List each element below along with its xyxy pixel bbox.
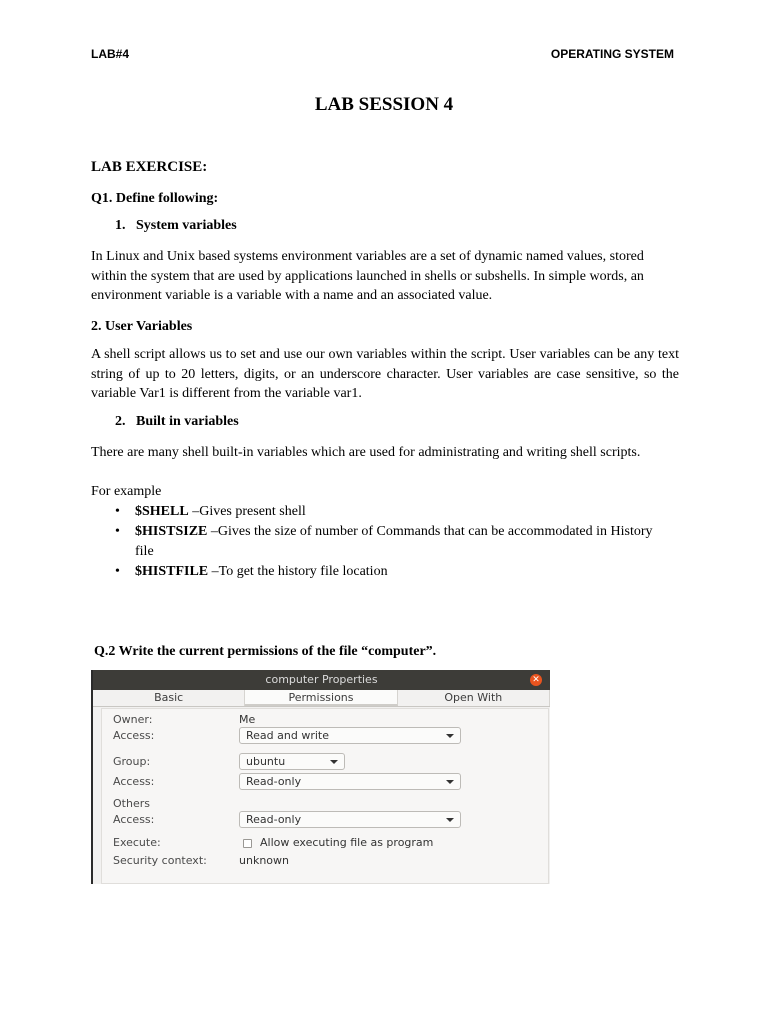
properties-dialog [91, 670, 550, 884]
variable-desc: –Gives present shell [188, 504, 306, 519]
builtin-variables-text: There are many shell built-in variables which are used for administrating and writing shell scripts. [91, 445, 641, 460]
list-item: • $SHELL –Gives present shell [115, 504, 306, 519]
owner-label: Owner: [113, 713, 153, 726]
others-label: Others [113, 797, 150, 810]
system-variables-number: 1. [115, 218, 126, 233]
builtin-variables-number: 2. [115, 414, 126, 429]
builtin-variables-list [113, 502, 673, 582]
user-variables-text: A shell script allows us to set and use our own variables within the script. User variables can be any text string of up to 20 letters, digits, or an underscore character. User variables are case sensitive, so the variable Var1 is different from the variable var1. [91, 347, 679, 401]
dialog-tabs [93, 690, 550, 707]
chevron-down-icon [446, 734, 454, 738]
permissions-panel [101, 708, 549, 884]
lab-exercise-heading: LAB EXERCISE: [91, 159, 208, 175]
page-title: LAB SESSION 4 [314, 94, 454, 115]
q1-heading: Q1. Define following: [91, 191, 219, 206]
others-access-label: Access: [113, 813, 155, 826]
system-variables-text: In Linux and Unix based systems environment variables are a set of dynamic named values, stored within the system that are used by applications launched in shells or subshells. In simple words, an environment variable is a variable with a name and an associated value. [91, 249, 644, 303]
chevron-down-icon [330, 760, 338, 764]
q2-heading: Q.2 Write the current permissions of the file “computer”. [94, 644, 437, 659]
others-access-select[interactable] [239, 811, 461, 828]
tab-basic[interactable]: Basic [93, 690, 245, 706]
builtin-variables-heading: Built in variables [136, 414, 239, 429]
others-access-value: Read-only [246, 813, 302, 826]
owner-access-value: Read and write [246, 729, 329, 742]
variable-name: $HISTSIZE [135, 524, 208, 539]
execute-label: Execute: [113, 836, 161, 849]
list-item: • $HISTSIZE –Gives the size of number of Commands that can be accommodated in History file [115, 524, 653, 559]
group-value: ubuntu [246, 755, 286, 768]
owner-access-select[interactable] [239, 727, 461, 744]
group-access-value: Read-only [246, 775, 302, 788]
chevron-down-icon [446, 818, 454, 822]
variable-desc: –Gives the size of number of Commands that can be accommodated in History file [135, 524, 653, 559]
group-select[interactable] [239, 753, 345, 770]
execute-checkbox[interactable] [243, 839, 252, 848]
user-variables-heading: 2. User Variables [91, 319, 193, 334]
execute-option-label: Allow executing file as program [260, 836, 434, 849]
dialog-title: computer Properties [265, 673, 378, 686]
chevron-down-icon [446, 780, 454, 784]
owner-access-label: Access: [113, 729, 155, 742]
header-right: OPERATING SYSTEM [550, 47, 674, 61]
variable-name: $SHELL [135, 504, 189, 519]
group-access-label: Access: [113, 775, 155, 788]
dialog-titlebar [93, 670, 550, 690]
list-item: • $HISTFILE –To get the history file location [115, 564, 388, 579]
variable-desc: –To get the history file location [208, 564, 388, 579]
header-left: LAB#4 [91, 47, 130, 61]
example-intro: For example [91, 484, 162, 499]
group-label: Group: [113, 755, 151, 768]
security-context-value: unknown [239, 854, 289, 867]
tab-permissions[interactable]: Permissions [245, 690, 397, 706]
variable-name: $HISTFILE [135, 564, 209, 579]
close-icon[interactable]: ✕ [530, 674, 542, 686]
group-access-select[interactable] [239, 773, 461, 790]
security-context-label: Security context: [113, 854, 207, 867]
tab-open-with[interactable]: Open With [398, 690, 550, 706]
system-variables-heading: System variables [136, 218, 237, 233]
owner-value: Me [239, 713, 256, 726]
